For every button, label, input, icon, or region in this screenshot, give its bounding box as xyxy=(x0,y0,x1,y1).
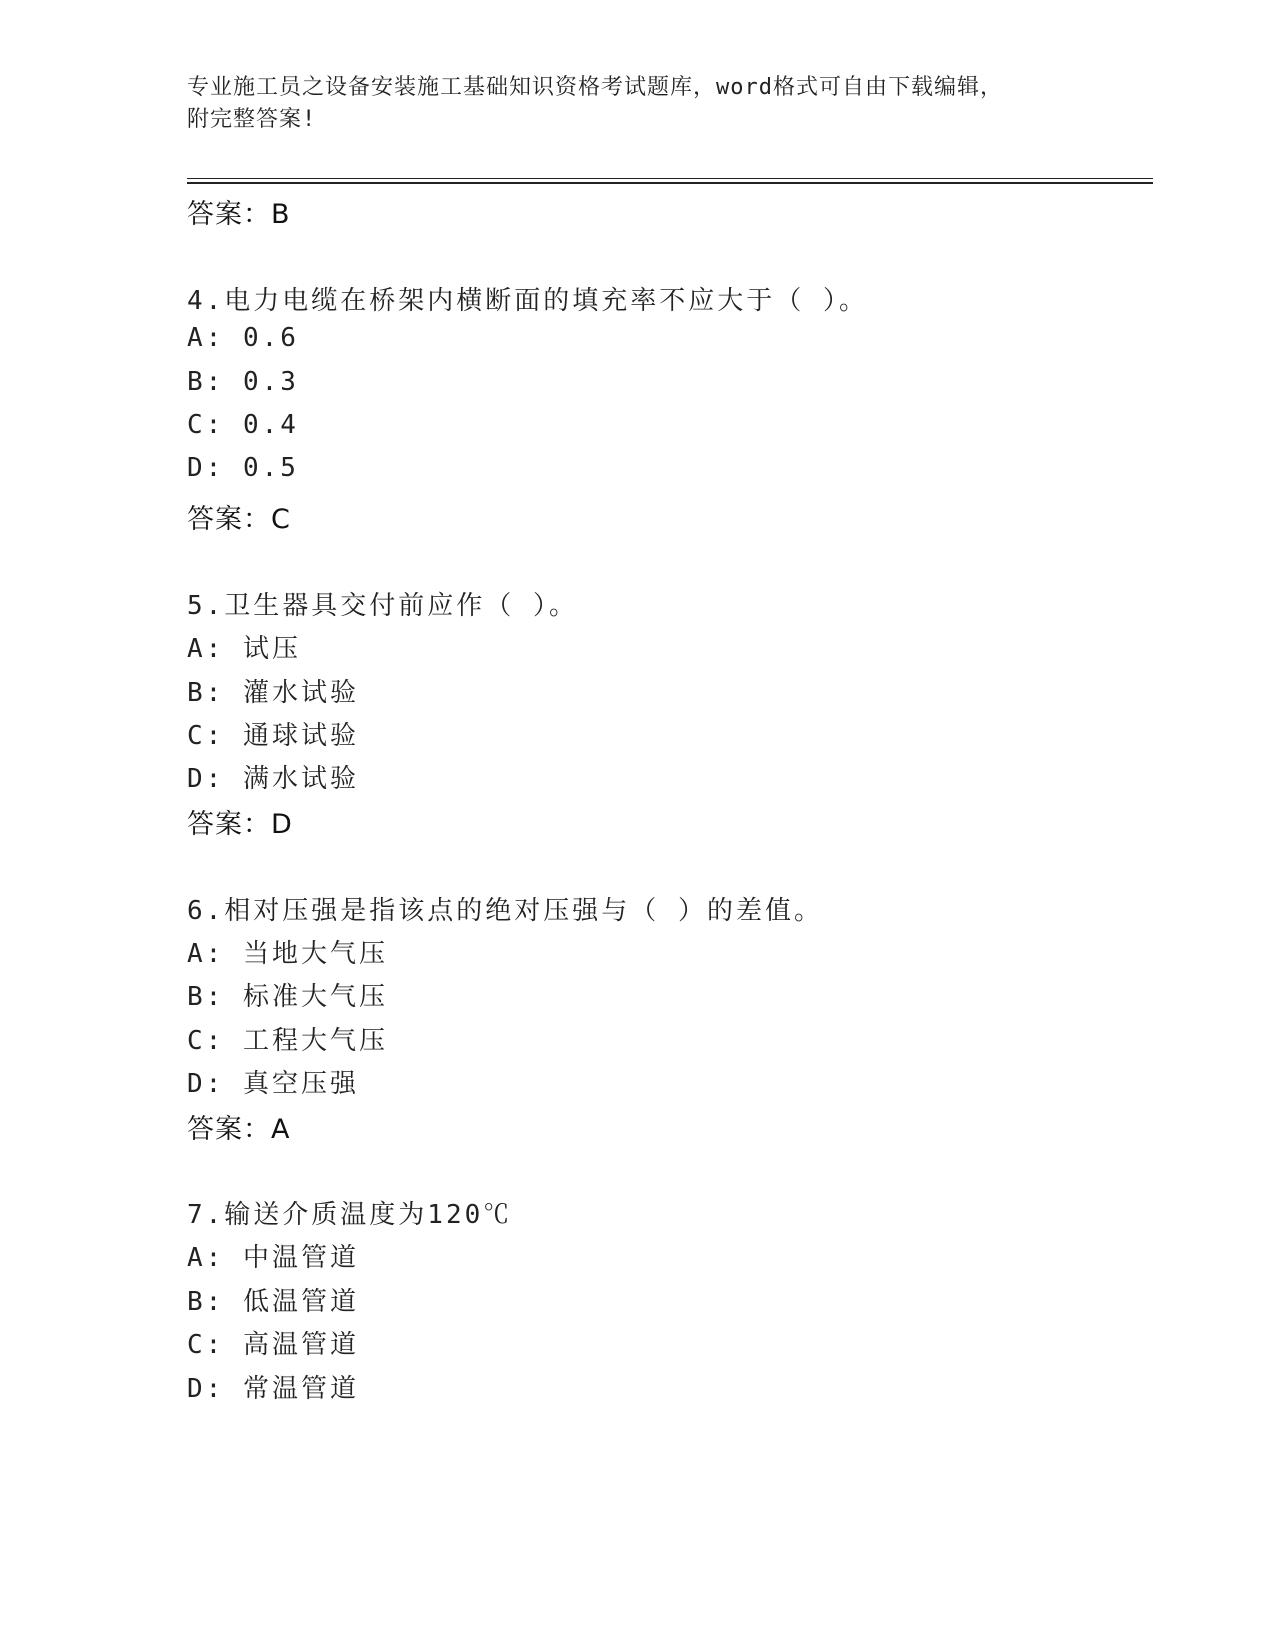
question-5-option-b: B: 灌水试验 xyxy=(187,678,359,708)
question-5-stem: 5.卫生器具交付前应作（ ）。 xyxy=(187,591,578,621)
previous-answer: 答案：B xyxy=(187,199,291,230)
question-6-option-b: B: 标准大气压 xyxy=(187,982,388,1012)
question-7-option-d: D: 常温管道 xyxy=(187,1374,359,1404)
question-5-option-a: A: 试压 xyxy=(187,634,301,664)
question-6-answer: 答案：A xyxy=(187,1114,291,1145)
question-5-option-c: C: 通球试验 xyxy=(187,721,359,751)
question-7-stem: 7.输送介质温度为120℃ xyxy=(187,1200,513,1230)
question-5-option-d: D: 满水试验 xyxy=(187,764,359,794)
question-7-option-a: A: 中温管道 xyxy=(187,1243,359,1273)
question-4-option-b: B: 0.3 xyxy=(187,367,299,397)
header-divider-thin xyxy=(187,178,1153,179)
question-4-option-a: A: 0.6 xyxy=(187,323,299,353)
question-5-answer: 答案：D xyxy=(187,809,293,840)
header-line-1: 专业施工员之设备安装施工基础知识资格考试题库，word格式可自由下载编辑， xyxy=(187,75,1003,100)
question-7-option-b: B: 低温管道 xyxy=(187,1287,359,1317)
header-line-2: 附完整答案! xyxy=(187,107,317,132)
question-7-option-c: C: 高温管道 xyxy=(187,1330,359,1360)
question-4-option-d: D: 0.5 xyxy=(187,453,299,483)
document-header xyxy=(187,72,1087,136)
question-4-option-c: C: 0.4 xyxy=(187,410,299,440)
header-divider-thick xyxy=(187,182,1153,184)
question-4-answer: 答案：C xyxy=(187,504,291,535)
question-6-option-c: C: 工程大气压 xyxy=(187,1026,388,1056)
question-4-stem: 4.电力电缆在桥架内横断面的填充率不应大于（ ）。 xyxy=(187,286,868,316)
question-6-stem: 6.相对压强是指该点的绝对压强与（ ）的差值。 xyxy=(187,896,823,926)
question-6-option-d: D: 真空压强 xyxy=(187,1069,359,1099)
question-6-option-a: A: 当地大气压 xyxy=(187,939,388,969)
